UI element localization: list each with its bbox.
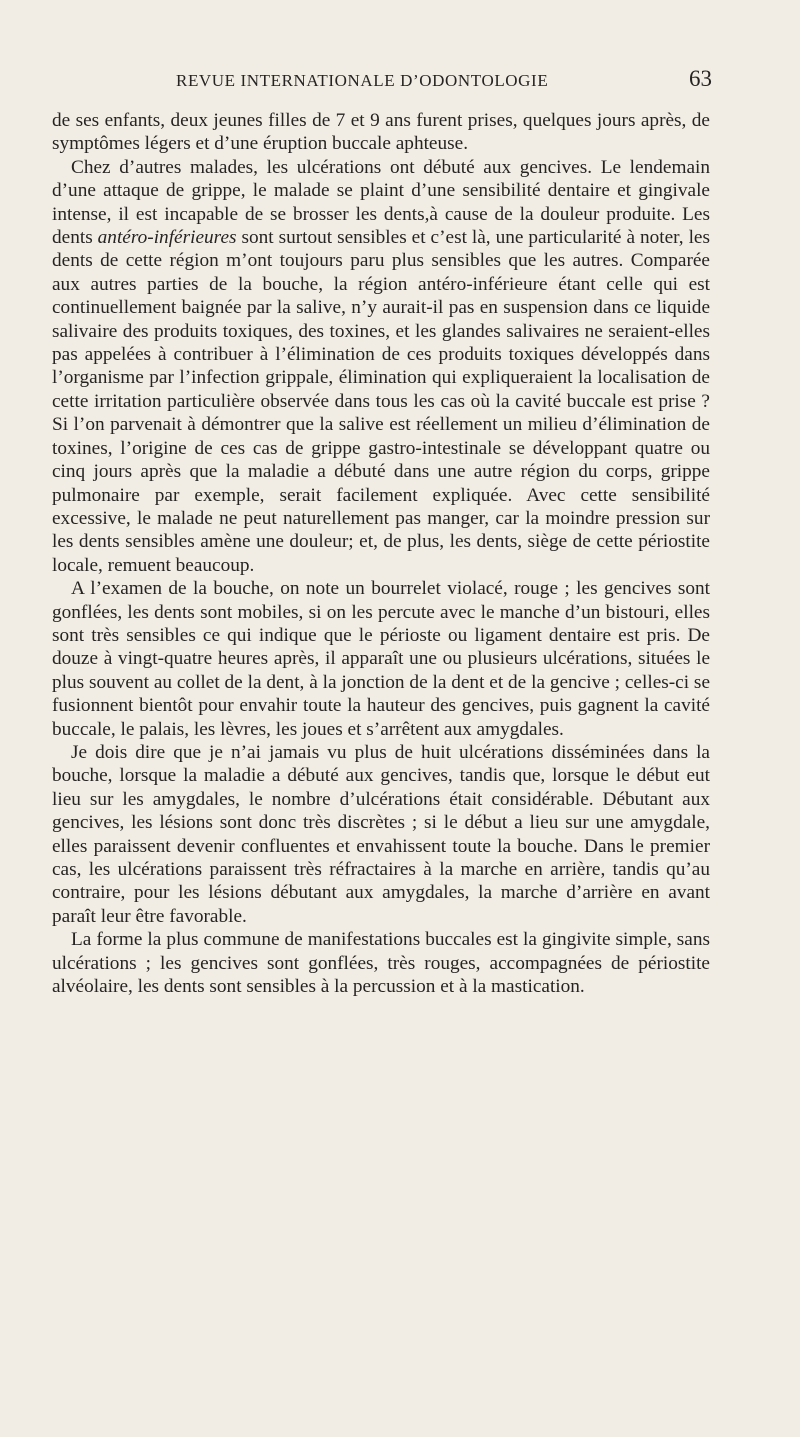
paragraph-ulcerations-gencives bbox=[52, 156, 710, 577]
paragraph-continued: de ses enfants, deux jeunes filles de 7 et 9 ans furent prises, quelques jours après, de symptômes légers et d’une éruption buccale aphteuse. bbox=[52, 110, 710, 155]
running-title: REVUE INTERNATIONALE D’ODONTOLOGIE bbox=[176, 71, 549, 90]
italic-term: antéro-inférieures bbox=[97, 227, 237, 249]
body-text bbox=[52, 109, 710, 998]
paragraph-gingivite-simple: La forme la plus commune de manifestations buccales est la gingivite simple, sans ulcérations ; les gencives sont gonflées, très rouges, accompagnées de périostite alvéolaire, les dents sont sensibles à la percussion et à la mastication. bbox=[52, 929, 710, 998]
paragraph-examen-bouche: A l’examen de la bouche, on note un bourrelet violacé, rouge ; les gencives sont gonflées, les dents sont mobiles, si on les percute avec le manche d’un bistouri, elles sont très sensibles ce qui indique que le périoste ou ligament dentaire est pris. De douze à vingt-quatre heures après, il apparaît une ou plusieurs ulcérations, situées le plus souvent au collet de la dent, à la jonction de la dent et de la gencive ; celles-ci se fusionnent bientôt pour envahir toute la hauteur des gencives, puis gagnent la cavité buccale, le palais, les lèvres, les joues et s’arrêtent aux amygdales. bbox=[52, 578, 710, 740]
running-head bbox=[54, 66, 712, 96]
paragraph-text-after-italic: sont surtout sensibles et c’est là, une particularité à noter, les dents de cette région m’ont toujours paru plus sensibles que les autres. Comparée aux autres parties de la bouche, la région antéro-inférieure étant celle qui est continuellement baignée par la salive, n’y aurait-il pas en suspension dans ce liquide salivaire des produits toxiques, des toxines, et les glandes salivaires ne seraient-elles pas appelées à contribuer à l’élimination de ces produits toxiques développés dans l’organisme par l’infection grippale, élimination qui expliqueraient la localisation de cette irritation particulière observée dans tous les cas où la cavité buccale est prise ? Si l’on parvenait à démontrer que la salive est réellement un milieu d’élimination de toxines, l’origine de ces cas de grippe gastro-intestinale se développant quatre ou cinq jours après que la maladie a débuté dans une autre région du corps, grippe pulmonaire par exemple, serait facilement expliquée. Avec cette sensibilité excessive, le malade ne peut naturellement pas manger, car la moindre pression sur les dents sensibles amène une douleur; et, de plus, les dents, siège de cette périostite locale, remuent beaucoup. bbox=[52, 227, 710, 576]
page-number: 63 bbox=[689, 66, 712, 91]
paragraph-ulcerations-disseminees: Je dois dire que je n’ai jamais vu plus de huit ulcérations disséminées dans la bouche, lorsque la maladie a débuté aux gencives, tandis que, lorsque le début eut lieu sur les amygdales, le nombre d’ulcérations était considérable. Débutant aux gencives, les lésions sont donc très discrètes ; si le début a lieu sur une amygdale, elles paraissent devenir confluentes et envahissent toute la bouche. Dans le premier cas, les ulcérations paraissent très réfractaires à la marche en arrière, tandis qu’au contraire, pour les lésions débutant aux amygdales, la marche d’arrière en avant paraît leur être favorable. bbox=[52, 741, 710, 927]
paragraph-text-before-italic: Chez d’autres malades, les ulcérations ont débuté aux gencives. Le lendemain d’une attaque de grippe, le malade se plaint d’une sensibilité dentaire et gingivale intense, il est incapable de se brosser les dents,à cause de la douleur produite. Les dents bbox=[52, 156, 710, 249]
